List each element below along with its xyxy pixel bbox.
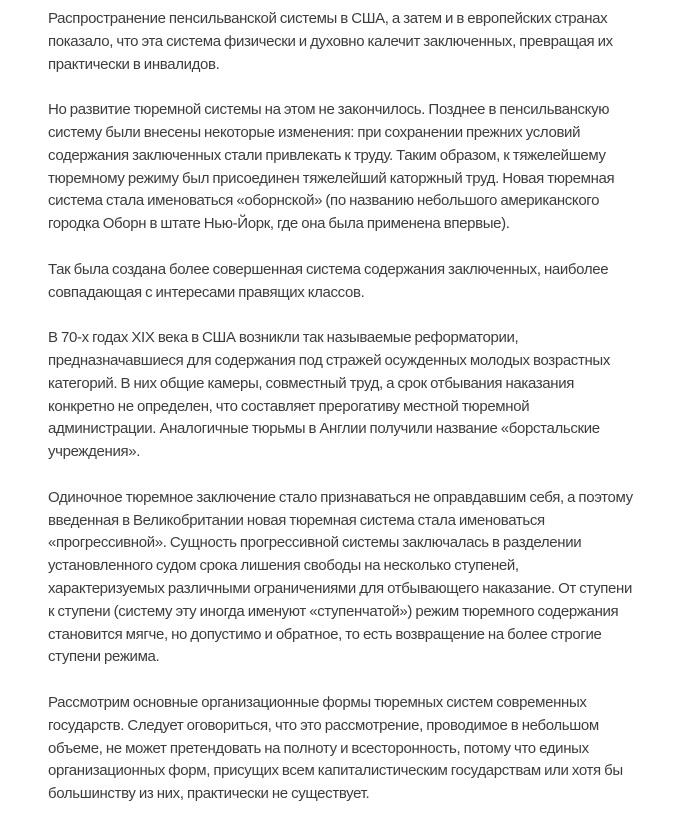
paragraph-4 (48, 327, 688, 464)
text-line: характеризуемых различными ограничениями для отбывающего наказание. От ступени (48, 579, 632, 597)
text-line: предназначавшиеся для содержания под стражей осужденных молодых возрастных (48, 351, 610, 369)
text-line: становится мягче, но допустимо и обратное, то есть возвращение на более строгие (48, 625, 602, 643)
text-line: Рассмотрим основные организационные формы тюремных систем современных (48, 693, 587, 711)
text-line: Но развитие тюремной системы на этом не закончилось. Позднее в пенсильванскую (48, 101, 610, 119)
text-line: введенная в Великобритании новая тюремная система стала именоваться (48, 511, 545, 529)
paragraph-6 (48, 692, 688, 806)
text-line: «прогрессивной». Сущность прогрессивной системы заключалась в разделении (48, 534, 582, 552)
text-line: ступени режима. (48, 648, 160, 666)
text-line: учреждения». (48, 443, 141, 461)
text-line: Одиночное тюремное заключение стало признаваться не оправдавшим себя, а поэтому (48, 488, 633, 506)
text-line: тюремному режиму был присоединен тяжелейший каторжный труд. Новая тюремная (48, 169, 615, 187)
text-line: содержания заключенных стали привлекать к труду. Таким образом, к тяжелейшему (48, 146, 606, 164)
text-line: В 70-х годах XIX века в США возникли так называемые реформатории, (48, 329, 519, 347)
paragraph-1 (48, 8, 688, 76)
paragraph-2 (48, 99, 688, 236)
text-line: организационных форм, присущих всем капиталистическим государствам или хотя бы (48, 762, 623, 780)
text-line: городка Оборн в штате Нью-Йорк, где она была применена впервые). (48, 215, 510, 233)
text-line: установленного судом срока лишения свободы на несколько ступеней, (48, 557, 519, 575)
article-body (48, 8, 688, 829)
text-line: объеме, не может претендовать на полноту и всесторонность, потому что единых (48, 739, 589, 757)
text-line: Распространение пенсильванской системы в США, а затем и в европейских странах (48, 10, 608, 27)
text-line: совпадающая с интересами правящих классов. (48, 283, 365, 301)
paragraph-5 (48, 487, 688, 669)
text-line: практически в инвалидов. (48, 55, 220, 73)
paragraph-3 (48, 259, 688, 305)
text-line: Так была создана более совершенная система содержания заключенных, наиболее (48, 260, 609, 278)
text-line: государств. Следует оговориться, что это рассмотрение, проводимое в небольшом (48, 716, 599, 734)
text-line: большинству из них, практически не существует. (48, 785, 370, 803)
text-line: система стала именоваться «оборнской» (по названию небольшого американского (48, 192, 600, 210)
text-line: администрации. Аналогичные тюрьмы в Англии получили название «борстальские (48, 420, 600, 438)
text-line: показало, что эта система физически и духовно калечит заключенных, превращая их (48, 32, 613, 50)
text-line: к ступени (систему эту иногда именуют «ступенчатой») режим тюремного содержания (48, 602, 619, 620)
text-line: конкретно не определен, что составляет прерогативу местной тюремной (48, 397, 530, 415)
text-line: категорий. В них общие камеры, совместный труд, а срок отбывания наказания (48, 374, 575, 392)
text-line: систему были внесены некоторые изменения: при сохранении прежних условий (48, 123, 581, 141)
